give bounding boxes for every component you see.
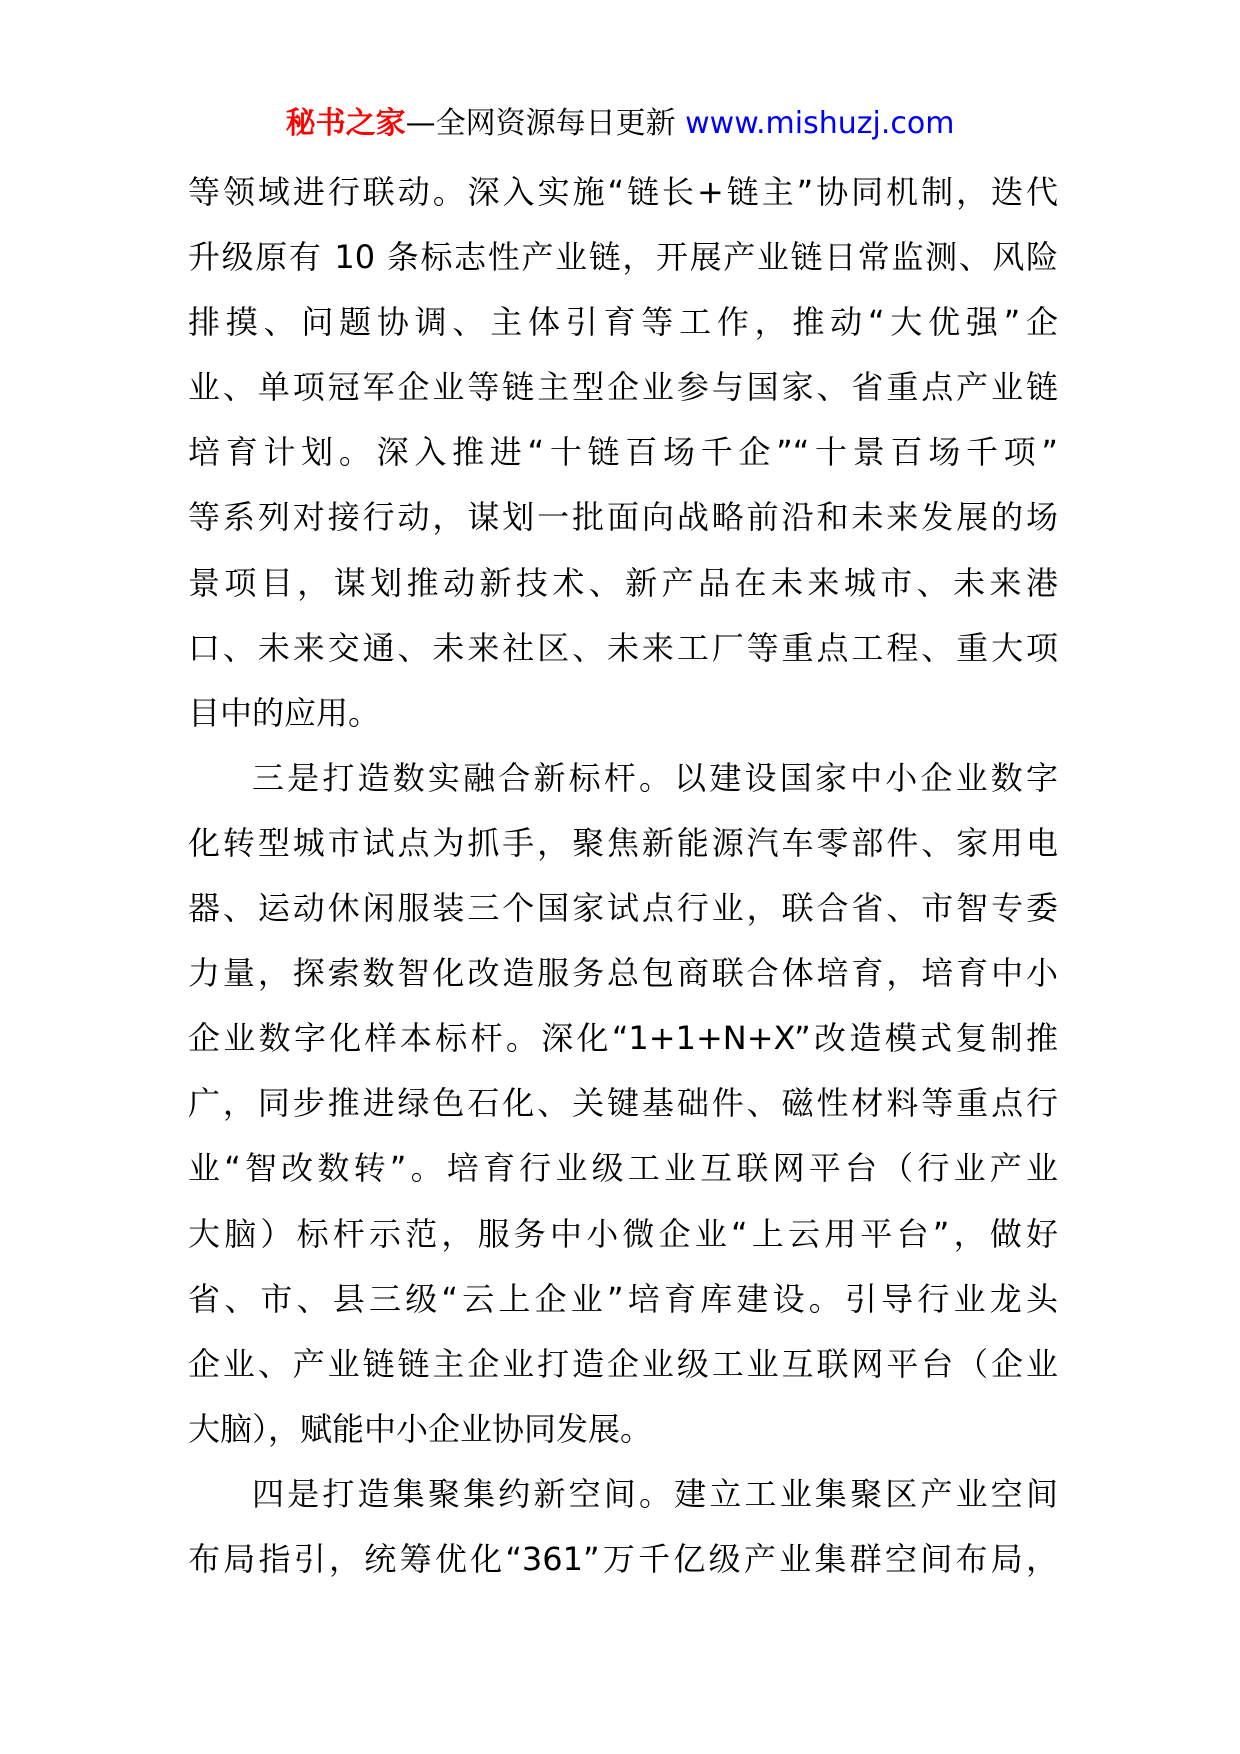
body-line: 升级原有 10 条标志性产业链，开展产业链日常监测、风险 xyxy=(188,238,1058,277)
paragraph-heading-line: 三是打造数实融合新标杆。以建设国家中小企业数字 xyxy=(252,758,1058,797)
body-line: 器、运动休闲服装三个国家试点行业，联合省、市智专委 xyxy=(188,889,1058,928)
body-line: 布局指引，统筹优化“361”万千亿级产业集群空间布局， xyxy=(188,1539,1058,1578)
document-body xyxy=(188,160,1058,1592)
body-line: 大脑）标杆示范，服务中小微企业“上云用平台”，做好 xyxy=(188,1214,1058,1253)
body-line: 力量，探索数智化改造服务总包商联合体培育，培育中小 xyxy=(188,954,1058,993)
site-url-link[interactable]: www.mishuzj.com xyxy=(685,106,955,141)
body-line: 业、单项冠军企业等链主型企业参与国家、省重点产业链 xyxy=(188,368,1058,407)
body-line: 省、市、县三级“云上企业”培育库建设。引导行业龙头 xyxy=(188,1279,1058,1318)
brand-name: 秘书之家 xyxy=(285,106,406,141)
body-line: 大脑），赋能中小企业协同发展。 xyxy=(188,1409,653,1448)
body-line: 企业、产业链链主企业打造企业级工业互联网平台（企业 xyxy=(188,1344,1058,1383)
body-line: 景项目，谋划推动新技术、新产品在未来城市、未来港 xyxy=(188,563,1058,602)
header-tagline: —全网资源每日更新 xyxy=(405,106,686,141)
body-line: 口、未来交通、未来社区、未来工厂等重点工程、重大项 xyxy=(188,628,1058,667)
body-line: 等领域进行联动。深入实施“链长+链主”协同机制，迭代 xyxy=(188,173,1058,211)
body-line: 目中的应用。 xyxy=(188,693,381,732)
body-line: 排摸、问题协调、主体引育等工作，推动“大优强”企 xyxy=(188,303,1058,342)
body-line: 业“智改数转”。培育行业级工业互联网平台（行业产业 xyxy=(188,1149,1058,1188)
paragraph-heading-line: 四是打造集聚集约新空间。建立工业集聚区产业空间 xyxy=(252,1474,1058,1513)
site-header xyxy=(0,102,1240,146)
body-line: 培育计划。深入推进“十链百场千企”“十景百场千项” xyxy=(188,433,1058,472)
body-line: 企业数字化样本标杆。深化“1+1+N+X”改造模式复制推 xyxy=(188,1019,1058,1058)
body-line: 化转型城市试点为抓手，聚焦新能源汽车零部件、家用电 xyxy=(188,823,1058,862)
body-line: 广，同步推进绿色石化、关键基础件、磁性材料等重点行 xyxy=(188,1084,1058,1123)
body-line: 等系列对接行动，谋划一批面向战略前沿和未来发展的场 xyxy=(188,498,1058,537)
